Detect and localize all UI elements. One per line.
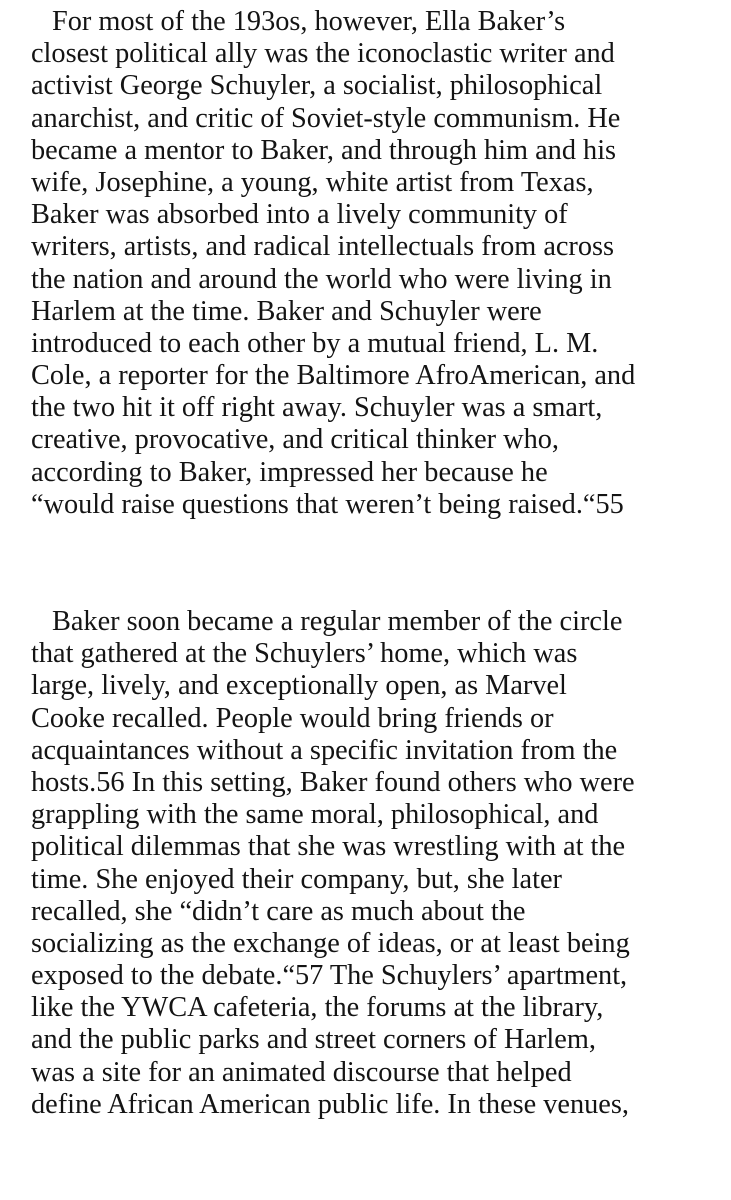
text-line: like the YWCA cafeteria, the forums at the library, (31, 992, 604, 1024)
text-line: hosts.56 In this setting, Baker found others who were (31, 766, 635, 798)
text-line: and the public parks and street corners of Harlem, (31, 1024, 596, 1056)
text-line: creative, provocative, and critical thinker who, (31, 424, 559, 456)
text-line: Baker was absorbed into a lively community of (31, 199, 568, 231)
text-line: the nation and around the world who were living in (31, 263, 612, 295)
text-line: wife, Josephine, a young, white artist from Texas, (31, 166, 594, 198)
text-line: activist George Schuyler, a socialist, philosophical (31, 70, 603, 102)
text-line: political dilemmas that she was wrestling with at the (31, 831, 626, 863)
text-line: Cooke recalled. People would bring friends or (31, 702, 554, 734)
text-line: that gathered at the Schuylers’ home, which was (31, 638, 578, 670)
text-line: Harlem at the time. Baker and Schuyler were (31, 295, 542, 327)
text-line: was a site for an animated discourse that helped (31, 1056, 572, 1088)
text-line: the two hit it off right away. Schuyler was a smart, (31, 392, 603, 424)
text-line: Cole, a reporter for the Baltimore AfroAmerican, and (31, 360, 636, 392)
paragraph-2 (0, 606, 731, 1121)
text-line: exposed to the debate.“57 The Schuylers’ apartment, (31, 960, 628, 992)
text-line: socializing as the exchange of ideas, or at least being (31, 927, 630, 959)
text-line: anarchist, and critic of Soviet-style communism. He (31, 102, 621, 134)
text-line: became a mentor to Baker, and through him and his (31, 134, 617, 166)
text-line: acquaintances without a specific invitation from the (31, 734, 618, 766)
text-line: time. She enjoyed their company, but, she later (31, 863, 562, 895)
text-line: large, lively, and exceptionally open, as Marvel (31, 670, 567, 702)
text-line: writers, artists, and radical intellectuals from across (31, 231, 615, 263)
text-line: according to Baker, impressed her because he (31, 456, 548, 488)
paragraph-1 (0, 6, 731, 521)
text-line: For most of the 193os, however, Ella Baker’s (52, 6, 566, 37)
text-line: introduced to each other by a mutual friend, L. M. (31, 327, 599, 359)
text-line: recalled, she “didn’t care as much about the (31, 895, 526, 927)
text-line: Baker soon became a regular member of the circle (52, 606, 623, 637)
text-line: closest political ally was the iconoclastic writer and (31, 38, 615, 70)
text-line: “would raise questions that weren’t being raised.“55 (31, 488, 624, 520)
text-line: grappling with the same moral, philosophical, and (31, 799, 599, 831)
text-line: define African American public life. In these venues, (31, 1088, 629, 1120)
